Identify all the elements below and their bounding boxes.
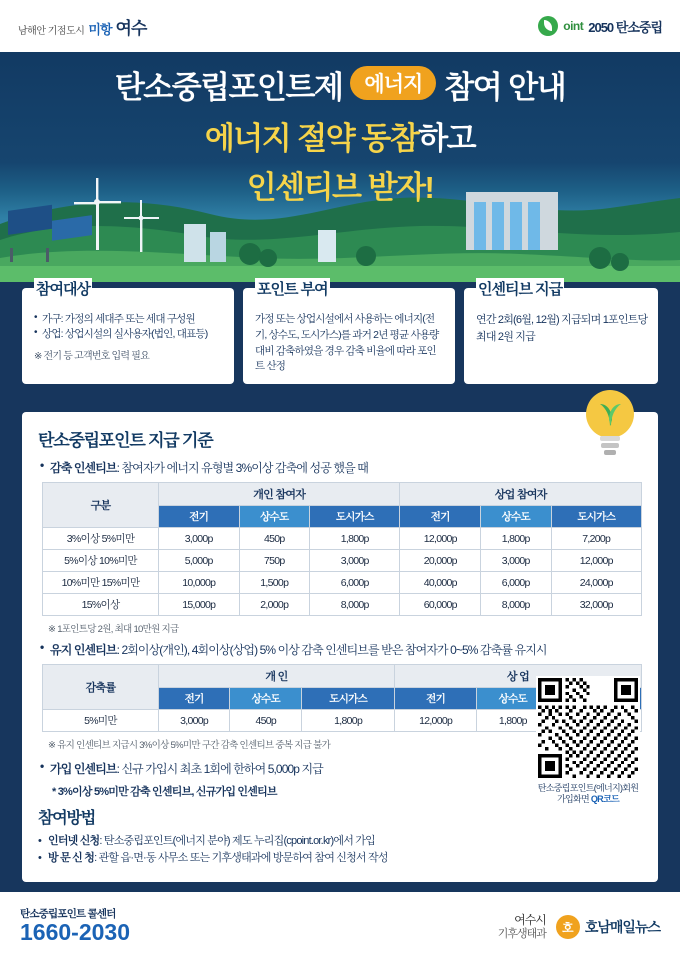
- th-group-2: 상 업: [394, 665, 641, 688]
- th-sub-4: 상수도: [480, 506, 551, 528]
- cell: 6,000p: [310, 572, 400, 594]
- cell: 15,000p: [159, 594, 240, 616]
- card-participants-list: [34, 312, 224, 342]
- how-to-join-title: 참여방법: [38, 809, 96, 827]
- table-row: [43, 550, 642, 572]
- section1-note: ※ 1포인트당 2원, 최대 10만원 지급: [48, 624, 179, 635]
- footer-dept-name: 기후생태과: [497, 927, 546, 940]
- cell: 3,000p: [480, 550, 551, 572]
- card-point-grant: [243, 281, 455, 384]
- how-to-join-visit-text: : 관할 읍·면·동 사무소 또는 기후생태과에 방문하여 참여 신청서 작성: [94, 852, 388, 865]
- how-to-join-online-text: : 탄소중립포인트(에너지 분야) 제도 누리집(cpoint.or.kr)에서 가입: [99, 834, 375, 847]
- hero-line-3: 인센티브 받자!: [246, 170, 434, 205]
- list-item: • 가구: 가정의 세대주 또는 세대 구성원: [34, 312, 224, 327]
- how-to-join-visit: [38, 850, 458, 868]
- cell: 6,000p: [480, 572, 551, 594]
- how-to-join-online-label: 인터넷 신청: [48, 834, 100, 847]
- how-to-join-visit-label: 방 문 신 청: [48, 852, 95, 865]
- hero-line2-highlight: 에너지 절약 동참: [204, 121, 419, 156]
- call-center-label: 탄소중립포인트 콜센터: [20, 907, 116, 920]
- section1-heading-rest: : 참여자가 에너지 유형별 3%이상 감축에 성공 했을 때: [116, 461, 368, 475]
- hero-energy-pill: 에너지: [350, 66, 436, 100]
- card-incentive-payment-title: 인센티브 지급: [476, 278, 564, 299]
- hero-line-1: [0, 62, 680, 107]
- footer-city-dept: [498, 914, 546, 940]
- section2-heading: [40, 641, 642, 658]
- hero-line1-pre: 탄소중립포인트제: [114, 70, 343, 105]
- footer-bar: [0, 892, 680, 962]
- card-participants-title: 참여대상: [34, 278, 92, 299]
- press-mark-icon: 호: [556, 915, 580, 939]
- th-sub-4: 상수도: [477, 688, 549, 710]
- carbon-point-logo: [538, 16, 662, 36]
- qr-block: [532, 676, 644, 806]
- section1-heading: [40, 459, 642, 476]
- press-name: 호남매일뉴스: [584, 919, 660, 935]
- cell: 8,000p: [310, 594, 400, 616]
- card-incentive-payment-body: 연간 2회(6월, 12월) 지급되며 1포인트당 최대 2원 지급: [476, 314, 648, 343]
- table-row: [43, 594, 642, 616]
- hero-banner: [0, 52, 680, 282]
- hero-line1-post: 참여 안내: [444, 70, 566, 105]
- cell: 1,800p: [302, 710, 395, 732]
- card-participants-note: ※ 전기 등 고객번호 입력 필요: [34, 351, 149, 363]
- section3-emphasis: * 3%이상 5%미만 감축 인센티브, 신규가입 인센티브: [52, 786, 277, 798]
- cell: 12,000p: [400, 528, 481, 550]
- th-sub-0: 전기: [159, 506, 240, 528]
- cell: 5,000p: [159, 550, 240, 572]
- cell: 7,200p: [551, 528, 642, 550]
- th-sub-2: 도시가스: [302, 688, 395, 710]
- info-card-row: [22, 281, 658, 384]
- row-label: 5%미만: [43, 710, 159, 732]
- how-to-join-block: [38, 805, 458, 868]
- leaf-icon: [538, 16, 558, 36]
- cell: 10,000p: [159, 572, 240, 594]
- cell: 1,800p: [477, 710, 549, 732]
- list-item: • 상업: 상업시설의 실사용자(법인, 대표등): [34, 327, 224, 342]
- footer-city-name: 여수시: [514, 912, 546, 927]
- qr-code-svg: [538, 678, 638, 778]
- cell: 3,000p: [159, 710, 230, 732]
- footer-right: [498, 914, 660, 940]
- section2-heading-bold: 유지 인센티브: [50, 643, 117, 657]
- criteria-panel: [22, 412, 658, 882]
- call-center-number[interactable]: 1660-2030: [20, 919, 130, 946]
- table-row: [43, 572, 642, 594]
- how-to-join-online: [38, 833, 458, 851]
- row-label: 15%이상: [43, 594, 159, 616]
- section2-note: ※ 유지 인센티브 지급시 3%이상 5%미만 구간 감축 인센티브 중복 지급 불가: [48, 740, 331, 751]
- qr-code-image[interactable]: [536, 676, 640, 780]
- cell: 8,000p: [480, 594, 551, 616]
- th-group-1: 개 인: [159, 665, 395, 688]
- section1-heading-bold: 감축 인센티브: [50, 461, 117, 475]
- card-incentive-payment: [464, 281, 658, 384]
- panel-title: 탄소중립포인트 지급 기준: [38, 431, 213, 450]
- top-bar: [0, 0, 680, 52]
- section3-heading-bold: 가입 인센티브: [50, 762, 117, 776]
- qr-caption: [532, 783, 644, 806]
- th-sub-5: 도시가스: [551, 506, 642, 528]
- cell: 1,500p: [239, 572, 310, 594]
- section3-heading-rest: : 신규 가입시 최초 1회에 한하여 5,000p 지급: [116, 762, 323, 776]
- cell: 3,000p: [159, 528, 240, 550]
- cpoint-logo-name: oint: [563, 19, 584, 33]
- cpoint-logo-sub: 2050 탄소중립: [588, 19, 662, 35]
- hero-line2-white: 하고: [418, 121, 476, 156]
- th-sub-1: 상수도: [239, 506, 310, 528]
- cell: 1,800p: [310, 528, 400, 550]
- cell: 12,000p: [551, 550, 642, 572]
- table-row: [43, 528, 642, 550]
- city-logo-big: 여수: [115, 18, 147, 38]
- cell: 24,000p: [551, 572, 642, 594]
- cell: 1,800p: [480, 528, 551, 550]
- section2-heading-rest: : 2회이상(개인), 4회이상(상업) 5% 이상 감축 인센티브를 받은 참여자가 0~5% 감축률 유지시: [116, 643, 547, 657]
- th-sub-3: 전기: [394, 688, 476, 710]
- yeosu-city-logo: [18, 14, 146, 39]
- cell: 32,000p: [551, 594, 642, 616]
- lightbulb-icon: [580, 386, 640, 458]
- th-sub-1: 상수도: [230, 688, 302, 710]
- qr-caption-highlight: QR코드: [590, 794, 619, 805]
- th-group-1: 개인 참여자: [159, 483, 400, 506]
- cell: 20,000p: [400, 550, 481, 572]
- call-center-block: [20, 909, 130, 946]
- cell: 40,000p: [400, 572, 481, 594]
- cell: 450p: [230, 710, 302, 732]
- card-point-grant-title: 포인트 부여: [255, 278, 330, 299]
- row-label: 3%이상 5%미만: [43, 528, 159, 550]
- row-label: 5%이상 10%미만: [43, 550, 159, 572]
- qr-caption-line1: 탄소중립포인트(에너지)회원: [537, 782, 639, 793]
- hero-title-block: [0, 62, 680, 207]
- th-sub-2: 도시가스: [310, 506, 400, 528]
- th-sub-0: 전기: [159, 688, 230, 710]
- th-sub-3: 전기: [400, 506, 481, 528]
- reduction-incentive-table: [42, 482, 642, 616]
- card-participants: [22, 281, 234, 384]
- card-point-grant-body: 가정 또는 상업시설에서 사용하는 에너지(전기, 상수도, 도시가스)를 과거 2년 평균 사용량 대비 감축하였을 경우 감축 비율에 따라 포인트 산정: [255, 313, 439, 373]
- press-logo: [556, 915, 660, 939]
- cell: 750p: [239, 550, 310, 572]
- qr-caption-line2: [532, 794, 644, 806]
- city-logo-blue: 미항: [88, 21, 112, 37]
- cell: 60,000p: [400, 594, 481, 616]
- cell: 450p: [239, 528, 310, 550]
- table-row: [43, 483, 642, 506]
- th-group-0: 감축률: [43, 665, 159, 710]
- city-logo-small: 남해안 기점도시: [18, 25, 85, 37]
- hero-line-2: [0, 113, 680, 158]
- qr-caption-line2-pre: 가입화면: [557, 794, 591, 805]
- th-group-0: 구분: [43, 483, 159, 528]
- th-group-2: 상업 참여자: [400, 483, 642, 506]
- row-label: 10%미만 15%미만: [43, 572, 159, 594]
- cell: 2,000p: [239, 594, 310, 616]
- cell: 3,000p: [310, 550, 400, 572]
- cell: 12,000p: [394, 710, 476, 732]
